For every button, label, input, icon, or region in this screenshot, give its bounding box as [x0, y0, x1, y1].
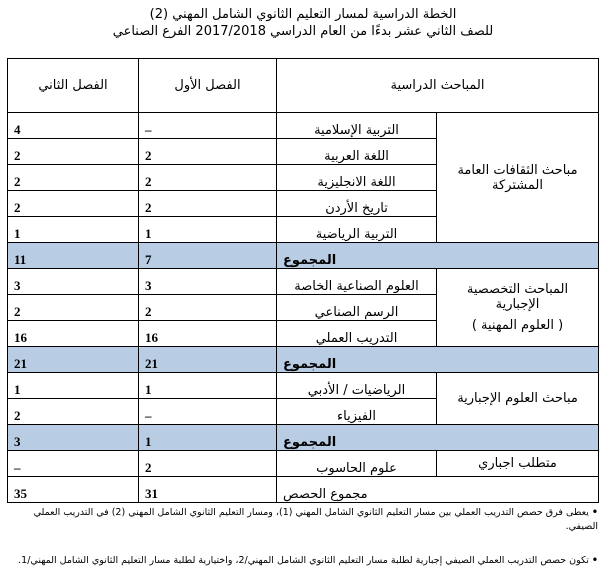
header-row — [8, 59, 599, 113]
total-label: المجموع — [277, 243, 599, 269]
grand-total-label: مجموع الحصص — [277, 477, 599, 503]
grand-total-first-value: 31 — [139, 477, 277, 503]
subject-name: اللغة الانجليزية — [277, 165, 437, 191]
first-semester-value: 2 — [139, 139, 277, 165]
first-semester-value: 1 — [139, 373, 277, 399]
col-second-semester-header: الفصل الثاني — [8, 59, 139, 113]
group-name-specialized — [437, 269, 599, 347]
group-title: المباحث التخصصية الإجبارية — [466, 282, 569, 312]
group-name-mandatory: متطلب اجباري — [437, 451, 599, 477]
note-text: يعطى فرق حصص التدريب العملي بين مسار التعليم الثانوي الشامل المهني (1)، ومسار التعليم الثانوي الشامل المهني (2) في التدريب العملي الصيفي. — [33, 507, 598, 532]
second-semester-value: – — [8, 451, 139, 477]
second-semester-value: 16 — [8, 321, 139, 347]
subject-name: علوم الحاسوب — [277, 451, 437, 477]
subject-name: الفيزياء — [277, 399, 437, 425]
total-first-value: 7 — [139, 243, 277, 269]
second-semester-value: 1 — [8, 217, 139, 243]
first-semester-value: – — [139, 113, 277, 139]
first-semester-value: 2 — [139, 191, 277, 217]
first-semester-value: 2 — [139, 165, 277, 191]
note-1 — [8, 506, 598, 534]
group-name-sciences: مباحث العلوم الإجبارية — [437, 373, 599, 425]
total-row — [8, 425, 599, 451]
first-semester-value: 3 — [139, 269, 277, 295]
total-first-value: 1 — [139, 425, 277, 451]
grand-total-row — [8, 477, 599, 503]
col-first-semester-header: الفصل الأول — [139, 59, 277, 113]
total-label: المجموع — [277, 347, 599, 373]
second-semester-value: 4 — [8, 113, 139, 139]
first-semester-value: 1 — [139, 217, 277, 243]
first-semester-value: 2 — [139, 451, 277, 477]
note-text: تكون حصص التدريب العملي الصيفي إجبارية لطلبة مسار التعليم الثانوي الشامل المهني/2، واختيارية لطلبة مسار التعليم الثانوي الشامل المهني/1. — [18, 555, 589, 566]
second-semester-value: 2 — [8, 295, 139, 321]
total-row — [8, 243, 599, 269]
total-second-value: 11 — [8, 243, 139, 269]
group-name-general: مباحث الثقافات العامة المشتركة — [437, 113, 599, 243]
table-row — [8, 373, 599, 399]
second-semester-value: 2 — [8, 191, 139, 217]
col-subjects-header: المباحث الدراسية — [277, 59, 599, 113]
subject-name: التربية الرياضية — [277, 217, 437, 243]
total-second-value: 3 — [8, 425, 139, 451]
subject-name: تاريخ الأردن — [277, 191, 437, 217]
subject-name: الرياضيات / الأدبي — [277, 373, 437, 399]
second-semester-value: 1 — [8, 373, 139, 399]
grand-total-second-value: 35 — [8, 477, 139, 503]
total-first-value: 21 — [139, 347, 277, 373]
second-semester-value: 2 — [8, 399, 139, 425]
bullet-icon: • — [591, 507, 598, 518]
total-row — [8, 347, 599, 373]
subject-name: اللغة العربية — [277, 139, 437, 165]
table-row — [8, 113, 599, 139]
second-semester-value: 2 — [8, 139, 139, 165]
plan-subtitle: للصف الثاني عشر بدءًا من العام الدراسي 2017/2018 الفرع الصناعي — [112, 24, 494, 39]
total-label: المجموع — [277, 425, 599, 451]
second-semester-value: 3 — [8, 269, 139, 295]
table-row — [8, 269, 599, 295]
subject-name: التربية الإسلامية — [277, 113, 437, 139]
table-row — [8, 451, 599, 477]
study-plan-table — [7, 58, 599, 503]
bullet-icon: • — [591, 555, 598, 566]
first-semester-value: – — [139, 399, 277, 425]
total-second-value: 21 — [8, 347, 139, 373]
subject-name: التدريب العملي — [277, 321, 437, 347]
first-semester-value: 16 — [139, 321, 277, 347]
note-2 — [8, 554, 598, 568]
subject-name: الرسم الصناعي — [277, 295, 437, 321]
first-semester-value: 2 — [139, 295, 277, 321]
plan-title: الخطة الدراسية لمسار التعليم الثانوي الشامل المهني (2) — [149, 7, 457, 22]
group-subtitle: ( العلوم المهنية ) — [471, 318, 564, 333]
second-semester-value: 2 — [8, 165, 139, 191]
subject-name: العلوم الصناعية الخاصة — [277, 269, 437, 295]
